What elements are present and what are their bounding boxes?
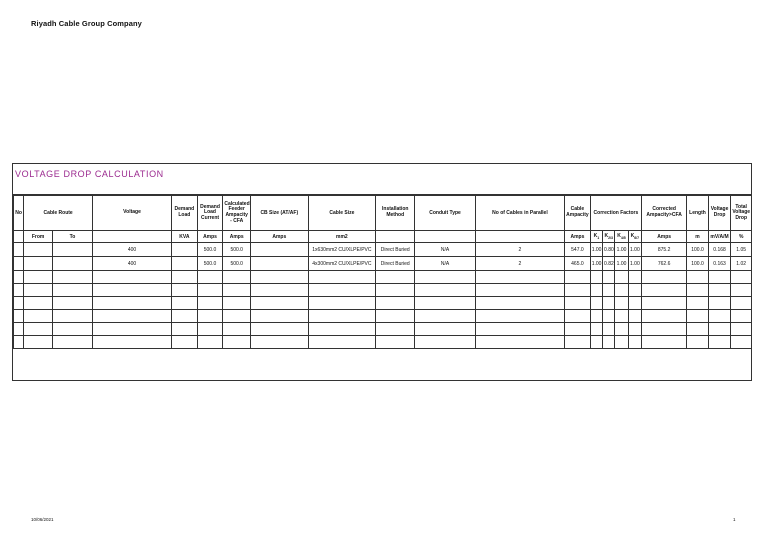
header-corrected: Corrected Ampacity>CFA bbox=[642, 196, 687, 231]
units-row bbox=[14, 231, 752, 243]
units-no bbox=[14, 231, 24, 243]
header-demand-load: Demand Load bbox=[172, 196, 198, 231]
header-calculated-feeder: Calculated Feeder Ampacity - CFA bbox=[223, 196, 251, 231]
units-installation bbox=[376, 231, 415, 243]
units-k3: $K_{4/5}$ bbox=[615, 231, 628, 243]
empty-row bbox=[14, 323, 752, 336]
header-cable-size: Cable Size bbox=[308, 196, 376, 231]
units-amps: Amps bbox=[642, 231, 687, 243]
units-mm2: mm2 bbox=[308, 231, 376, 243]
header-ampacity: Cable Ampacity bbox=[565, 196, 591, 231]
empty-row bbox=[14, 271, 752, 284]
units-amps: Amps bbox=[565, 231, 591, 243]
company-name: Riyadh Cable Group Company bbox=[31, 19, 142, 28]
empty-row bbox=[14, 284, 752, 297]
units-pct: % bbox=[731, 231, 752, 243]
header-parallel: No of Cables in Parallel bbox=[475, 196, 564, 231]
units-from: From bbox=[24, 231, 53, 243]
units-amps: Amps bbox=[223, 231, 251, 243]
units-kva: KVA bbox=[172, 231, 198, 243]
header-cb-size: CB Size (AT/AF) bbox=[251, 196, 308, 231]
header-no: No bbox=[14, 196, 24, 231]
header-length: Length bbox=[687, 196, 709, 231]
header-installation: Installation Method bbox=[376, 196, 415, 231]
header-demand-load-current: Demand Load Current bbox=[197, 196, 223, 231]
header-conduit: Conduit Type bbox=[415, 196, 476, 231]
header-cable-route: Cable Route bbox=[24, 196, 93, 231]
units-amps: Amps bbox=[197, 231, 223, 243]
empty-row bbox=[14, 297, 752, 310]
table-row: 400 500.0 500.0 4x300mm2 CU/XLPE/PVC Direct Buried N/A 2 465.0 1.00 0.82 1.00 1.00 762.6 100.0 0.163 1.02 bbox=[14, 257, 752, 271]
units-to: To bbox=[52, 231, 92, 243]
header-voltage: Voltage bbox=[93, 196, 172, 231]
calculation-frame bbox=[12, 163, 752, 381]
units-k2: $K_{2/3}$ bbox=[603, 231, 615, 243]
page-number: 1 bbox=[733, 517, 736, 522]
units-k4: $K_{6/7}$ bbox=[628, 231, 641, 243]
empty-row bbox=[14, 336, 752, 349]
units-m: m bbox=[687, 231, 709, 243]
units-amps: Amps bbox=[251, 231, 308, 243]
header-row bbox=[14, 196, 752, 231]
units-mva: mV/A/M bbox=[708, 231, 731, 243]
units-voltage bbox=[93, 231, 172, 243]
units-k1: $K_1$ bbox=[590, 231, 602, 243]
units-conduit bbox=[415, 231, 476, 243]
units-parallel bbox=[475, 231, 564, 243]
title-bar bbox=[13, 164, 751, 195]
header-vdrop: Voltage Drop bbox=[708, 196, 731, 231]
voltage-drop-table bbox=[13, 195, 752, 349]
footer-date: 10/06/2021 bbox=[31, 517, 54, 522]
page-title: VOLTAGE DROP CALCULATION bbox=[15, 169, 164, 179]
empty-row bbox=[14, 310, 752, 323]
header-correction: Correction Factors bbox=[590, 196, 641, 231]
table-row: 400 500.0 500.0 1x630mm2 CU/XLPE/PVC Direct Buried N/A 2 547.0 1.00 0.80 1.00 1.00 875.2 100.0 0.168 1.05 bbox=[14, 243, 752, 257]
header-total-vdrop: Total Voltage Drop bbox=[731, 196, 752, 231]
